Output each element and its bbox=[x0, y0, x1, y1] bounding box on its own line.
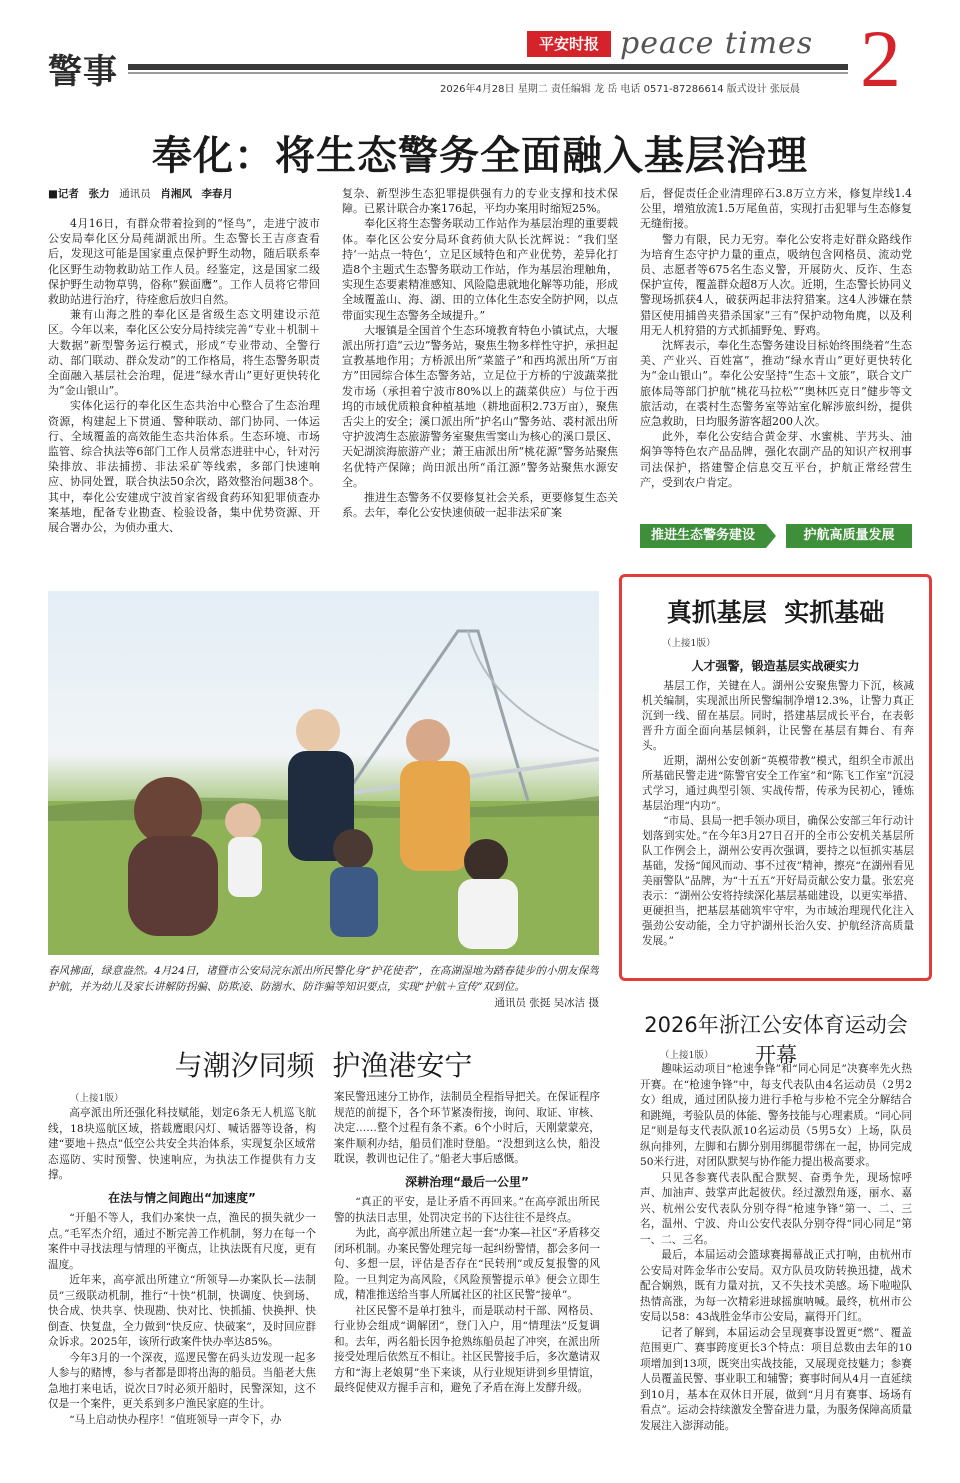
box-headline: 真抓基层 实抓基础 bbox=[666, 598, 885, 627]
byline-reporter: 张力 bbox=[88, 188, 110, 200]
masthead-info: 2026年4月28日 星期二 责任编辑 龙 岳 电话 0571-87286614 版式设计 张辰晨 bbox=[440, 84, 800, 95]
tide-subhead-1: 在法与情之间跑出“加速度” bbox=[108, 1190, 256, 1205]
paper-english-logo: peace times bbox=[620, 26, 814, 61]
caption-text: 春风拂面，绿意盎然。4月24日，诸暨市公安局浣东派出所民警化身“护花使者”，在高湖湿地为踏春徒步的小朋友保驾护航，并为幼儿及家长讲解防拐骗、防欺凌、防溺水、防诈骗等知识要点，实现“护航＋宣传”双到位。 bbox=[48, 965, 599, 993]
box-continued: （上接1版） bbox=[662, 638, 716, 649]
box-body bbox=[642, 679, 914, 973]
lead-tags bbox=[640, 524, 912, 550]
box-subtitle: 人才强警，锻造基层实战硬实力 bbox=[691, 659, 860, 673]
masthead bbox=[0, 0, 960, 110]
tag-arrow-icon bbox=[766, 524, 776, 548]
lead-column-3 bbox=[640, 186, 912, 522]
paragraph: 4月16日，有群众带着捡到的“怪鸟”，走进宁波市公安局奉化区分局莼湖派出所。生态警长王吉彦查看后，发现这可能是国家重点保护野生动物，随后联系奉化区野生动物救助站工作人员。经鉴定，这是国家二级保护野生动物草鸮，俗称“猴面鹰”。工作人员将它带回救助站进行治疗，待痊愈后放归自然。 bbox=[48, 217, 320, 307]
byline-correspondent-label: 通讯员 bbox=[119, 188, 151, 200]
paragraph: 实体化运行的奉化区生态共治中心整合了生态治理资源，构建起上下贯通、警种联动、部门协同、一体运行、全域覆盖的高效能生态共治体系。生态环境、市场监管、综合执法等6部门工作人员常态进驻中心，针对污染排放、非法捕捞、非法采矿等线索，多部门快速响应、协同处置，联合执法50余次，路效整治问题38个。其中，奉化公安建成宁波首家省级食药环知犯罪侦查办案基地，配备专业勘查、检验设备，集中优势资源、开展合署办公，为侦办重大、 bbox=[48, 399, 320, 535]
lead-headline: 奉化：将生态警务全面融入基层治理 bbox=[152, 133, 808, 179]
highlight-box bbox=[619, 574, 932, 981]
photo-illustration bbox=[48, 591, 599, 955]
paragraph: 趣味运动项目“枪速争锋”和“同心同足”决赛率先火热开赛。在“枪速争锋”中，每支代表队由4名运动员（2男2女）组成，通过团队接力进行手枪与步枪不完全分解结合和跳绳，考验队员的体能、警务技能与心理素质。“同心同足”则是每支代表队派10名运动员（5男5女）上场，队员纵向排列，左脚和右脚分别用绑腿带绑在一起，协同完成50米行进，对团队默契与协作能力提出极高要求。 bbox=[640, 1063, 912, 1168]
lead-byline bbox=[48, 186, 239, 201]
tag-high-quality-development: 护航高质量发展 bbox=[786, 524, 912, 548]
paragraph: 奉化区将生态警务联动工作站作为基层治理的重要载体。奉化区公安分局环食药侦大队长沈辉说：“我们坚持‘一站点一特色’，立足区域特色和产业优势，差异化打造8个主题式生态警务联动工作站，作为基层治理触角，实现生态要素精准感知、风险隐患就地化解等功能，形成全域覆盖山、海、湖、田的立体化生态安全防护网，以点带面实现生态警务全域提升。” bbox=[342, 217, 618, 322]
paragraph: “马上启动快办程序！”值班领导一声令下，办 bbox=[69, 1413, 282, 1426]
page-number: 2 bbox=[860, 13, 901, 104]
masthead-rule bbox=[128, 64, 848, 70]
tide-subhead-2: 深耕治理“最后一公里” bbox=[405, 1174, 529, 1189]
sports-continued: （上接1版） bbox=[660, 1050, 714, 1061]
paragraph: 推进生态警务不仅要修复社会关系，更要修复生态关系。去年，奉化公安快速侦破一起非法采矿案 bbox=[342, 491, 618, 520]
paragraph: 高亭派出所还强化科技赋能，划定6条无人机巡飞航线，18块巡航区域，搭载鹰眼闪灯、喊话器等设备，构建“要地＋热点”低空公共安全共治体系，实现复杂区域常态巡防、实时预警、快速响应，为执法工作提供有力支撑。 bbox=[48, 1107, 316, 1181]
lead-column-2 bbox=[342, 186, 618, 556]
byline-correspondent-2: 李春月 bbox=[201, 188, 234, 200]
lead-column-1 bbox=[48, 216, 320, 556]
paragraph: 案民警迅速分工协作，法制员全程指导把关。在保证程序规范的前提下，各个环节紧凑衔接，询问、取证、审核、决定……整个过程有条不紊。6个小时后，天刚蒙蒙亮，案件顺利办结，船员们准时登船。“没想到这么快，船没耽误，教训也记住了。”船老大事后感慨。 bbox=[334, 1091, 600, 1165]
tide-column-2 bbox=[334, 1090, 600, 1476]
paragraph: 兼有山海之胜的奉化区是省级生态文明建设示范区。今年以来，奉化区公安分局持续完善“专业＋机制＋大数据”新型警务运行模式，形成“专业带动、全警行动、部门联动、群众发动”的工作格局，将生态警务职责全面融入基层社会治理，促进“绿水青山”更好更快转化为“金山银山”。 bbox=[48, 308, 320, 398]
paragraph: 为此，高亭派出所建立起一套“办案—社区”矛盾移交闭环机制。办案民警处理完每一起纠纷警情，都会多问一句、多想一层，评估是否存在“民转刑”或反复报警的风险。一旦判定为高风险，《风险预警提示单》便会立即生成，精准推送给当事人所属社区的社区民警“接单”。 bbox=[334, 1227, 600, 1301]
paragraph: 基层工作，关键在人。湖州公安聚焦警力下沉，核减机关编制，实现派出所民警编制净增12.3%，让警力真正沉到一线、留在基层。同时，搭建基层成长平台，在表彰晋升方面全面向基层倾斜，让民警在基层有舞台、有奔头。 bbox=[642, 680, 914, 752]
photo-credit: 通讯员 张挺 吴冰洁 摄 bbox=[494, 997, 599, 1009]
paragraph: 近期，湖州公安创新“英模带教”模式，组织全市派出所基础民警走进“陈警官安全工作室”和“陈飞工作室”沉浸式学习，通过典型引领、实战传帮，传承为民初心，锤炼基层治理“内功”。 bbox=[642, 755, 914, 812]
paragraph: 最后，本届运动会篮球赛揭幕战正式打响，由杭州市公安局对阵金华市公安局。双方队员攻防转换迅捷，战术配合娴熟，既有力量对抗，又不失技术美感。场下啦啦队热情高涨，为每一次精彩进球摇旗呐喊。最终，杭州市公安局以58：43战胜金华市公安局，赢得开门红。 bbox=[640, 1249, 912, 1323]
paragraph: 此外，奉化公安结合黄金芽、水蜜桃、芋艿头、油焖笋等特色农产品品牌，强化农副产品的知识产权刑事司法保护，搭建警企信息交互平台，护航正常经营生产，受到农户肯定。 bbox=[640, 430, 912, 489]
paragraph: “开船不等人，我们办案快一点，渔民的损失就少一点。”毛军杰介绍，通过不断完善工作机制，努力在每一个案件中寻找法理与情理的平衡点，让执法既有尺度，更有温度。 bbox=[48, 1212, 316, 1271]
byline-correspondent-1: 肖湘风 bbox=[160, 188, 192, 200]
paragraph: 沈辉表示，奉化生态警务建设目标始终围绕着“生态美、产业兴、百姓富”，推动“绿水青山”更好更快转化为“金山银山”。奉化公安坚持“生态＋文旅”，联合文广旅体局等部门护航“桃花马拉松”“奥林匹克日”健步等文旅活动，在裘村生态警务室等站室化解涉旅纠纷，提供应急救助，日均服务游客超200人次。 bbox=[640, 339, 912, 429]
paragraph: 记者了解到，本届运动会呈现赛事设置更“燃”、覆盖范围更广、赛事跨度更长3个特点：项目总数由去年的10项增加到13项，既突出实战技能，又展现竞技魅力；参赛人员覆盖民警、事业职工和辅警；赛事时间从4月一直延续到10月，基本在双休日开展，做到“月月有赛事、场场有看点”。运动会持续激发全警奋进力量，为服务保障高质量发展注入澎湃动能。 bbox=[640, 1326, 912, 1432]
paragraph: 警力有限，民力无穷。奉化公安将走好群众路线作为培育生态守护力量的重点，吸纳包含网格员、流动党员、志愿者等675名生态义警，开展防火、反诈、生态保护宣传，覆盖群众超8万人次。近期，生态警长协同义警现场抓获4人，破获两起非法狩猎案。这4人涉嫌在禁猎区使用捕兽夹猎杀国家“三有”保护动物角麂，以及利用无人机狩猎的方式抓捕野兔、野鸡。 bbox=[640, 232, 912, 337]
paper-logo: 平安时报 bbox=[527, 31, 611, 57]
news-photo bbox=[48, 591, 599, 955]
section-title: 警事 bbox=[48, 52, 118, 92]
tide-continued: （上接1版） bbox=[70, 1093, 124, 1104]
byline-reporter-label: ■记者 bbox=[48, 188, 79, 200]
paragraph: 社区民警不是单打独斗，而是联动村干部、网格员、行业协会组成“调解团”，登门入户，用“情理法”反复调和。去年，两名船长因争抢熟练船员起了冲突，在派出所接受处理后依然互不相让。社区民警接手后，多次邀请双方和“海上老娘舅”坐下来谈，从行业规矩讲到乡里情谊，最终促使双方握手言和，避免了矛盾在海上发酵升级。 bbox=[334, 1304, 600, 1394]
paragraph: “市局、县局一把手领办项目，确保公安部三年行动计划落到实处。”在今年3月27日召开的全市公安机关基层所队工作例会上，湖州公安再次强调，要持之以恒抓实基层基础，发扬“闻风而动、事不过夜”精神，擦亮“在湖州看见美丽警队”品牌，为“十五五”开好局贡献公安力量。张宏亮表示：“湖州公安将持续深化基层基础建设，以更实举措、更硬担当，把基层基础筑牢守牢，为市域治理现代化注入强劲公安动能，全力守护湖州长治久安、护航经济高质量发展。” bbox=[642, 815, 914, 947]
tag-ecological-policing: 推进生态警务建设 bbox=[640, 524, 766, 548]
sports-body bbox=[640, 1062, 912, 1474]
photo-caption bbox=[48, 963, 599, 1011]
paragraph: 复杂、新型涉生态犯罪提供强有力的专业支撑和技术保障。已累计联合办案176起，平均办案用时缩短25%。 bbox=[342, 187, 618, 216]
tide-headline: 与潮汐同频 护渔港安宁 bbox=[174, 1049, 473, 1082]
paragraph: “真正的平安，是让矛盾不再回来。”在高亭派出所民警的执法日志里，处罚决定书的下达往往不是终点。 bbox=[334, 1196, 600, 1224]
paragraph: 只见各参赛代表队配合默契、奋勇争先，现场惊呼声、加油声、鼓掌声此起彼伏。经过激烈角逐，丽水、嘉兴、杭州公安代表队分别夺得“枪速争锋”第一、二、三名，温州、宁波、舟山公安代表队分别夺得“同心同足”第一、二、三名。 bbox=[640, 1171, 912, 1246]
paragraph: 后，督促责任企业清理碎石3.8万立方米，修复岸线1.4公里，增殖放流1.5万尾鱼苗，实现打击犯罪与生态修复无缝衔接。 bbox=[640, 187, 912, 231]
paragraph: 今年3月的一个深夜，巡逻民警在码头边发现一起多人参与的赌博，参与者都是即将出海的船员。当船老大焦急地打来电话，说次日7时必须开船时，民警深知，这不仅是一个案件，更关系到多户渔民家庭的生计。 bbox=[48, 1351, 316, 1410]
sports-headline: 2026年浙江公安体育运动会开幕 bbox=[644, 1013, 908, 1067]
paragraph: 大堰镇是全国首个生态环境教育特色小镇试点，大堰派出所打造“云边”警务站，聚焦生物多样性守护，承担起宣教基地作用；方桥派出所“菜篮子”和西坞派出所“万亩方”田园综合体生态警务站，立足位于方桥的宁波蔬菜批发市场（承担着宁波市80%以上的蔬菜供应）与位于西坞的市域优质粮食种植基地（耕地面积2.73万亩），聚焦舌尖上的安全；溪口派出所“护名山”警务站、裘村派出所守护波湾生态旅游警务室聚焦雪窦山为核心的溪口景区、天妃湖滨海旅游产业；萧王庙派出所“桃花源”警务站聚焦名优特产保障；尚田派出所“甬江源”警务站聚焦水源安全。 bbox=[342, 323, 618, 489]
masthead-rule-thin bbox=[128, 72, 848, 74]
tide-column-1 bbox=[48, 1106, 316, 1476]
paragraph: 近年来，高亭派出所建立“所领导—办案队长—法制员”三级联动机制，推行“十快”机制，快调度、快到场、快合成、快共享、快现勘、快对比、快抓捕、快换押、快倒查、快复盘，全力做到“快反应、快破案”，及时回应群众诉求。2025年，该所行政案件快办率达85%。 bbox=[48, 1274, 316, 1348]
